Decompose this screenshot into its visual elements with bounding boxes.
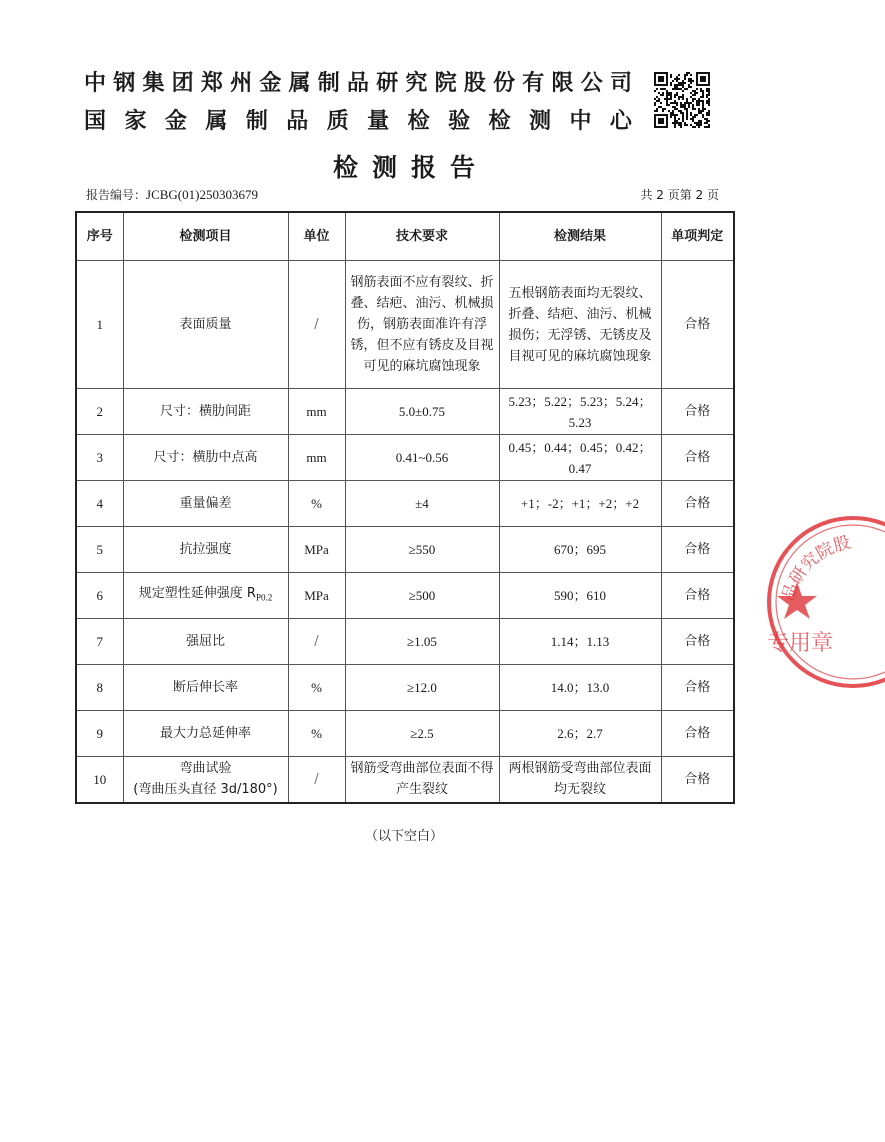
- row-item: 规定塑性延伸强度 $R_{P0.2}$: [123, 573, 288, 619]
- row-unit: %: [288, 481, 345, 527]
- row-no: 3: [76, 435, 123, 481]
- org-char: 研: [376, 71, 399, 96]
- row-requirement: ≥1.05: [345, 619, 499, 665]
- org-char: 团: [171, 71, 194, 96]
- org-char: 有: [522, 71, 545, 96]
- row-unit: mm: [288, 435, 345, 481]
- org-char: 心: [609, 109, 632, 134]
- row-requirement: ±4: [345, 481, 499, 527]
- svg-text:品研究院股: 品研究院股: [778, 532, 853, 604]
- org-char: 制: [245, 109, 268, 134]
- col-header-item: 检测项目: [123, 212, 288, 261]
- row-verdict: 合格: [661, 435, 734, 481]
- row-no: 9: [76, 711, 123, 757]
- official-seal-icon: [765, 512, 885, 692]
- row-result: 670；695: [499, 527, 661, 573]
- org-char: 公: [580, 71, 603, 96]
- row-result: 2.6；2.7: [499, 711, 661, 757]
- row-result: 0.45；0.44；0.45；0.42；0.47: [499, 435, 661, 481]
- table-row: [76, 435, 734, 481]
- org-char: 家: [124, 109, 147, 134]
- table-row: [76, 665, 734, 711]
- row-no: 7: [76, 619, 123, 665]
- org-name-line2: [84, 104, 632, 135]
- row-no: 4: [76, 481, 123, 527]
- table-row: [76, 481, 734, 527]
- row-unit: mm: [288, 389, 345, 435]
- row-item: 重量偏差: [123, 481, 288, 527]
- org-char: 钢: [113, 71, 136, 96]
- row-item: 强屈比: [123, 619, 288, 665]
- svg-text:专用章: 专用章: [767, 631, 834, 656]
- org-char: 金: [164, 109, 187, 134]
- row-result: 5.23；5.22；5.23；5.24；5.23: [499, 389, 661, 435]
- org-char: 州: [230, 71, 253, 96]
- row-result: +1；-2；+1；+2；+2: [499, 481, 661, 527]
- table-row: [76, 261, 734, 389]
- table-row: [76, 573, 734, 619]
- org-char: 集: [142, 71, 165, 96]
- row-verdict: 合格: [661, 261, 734, 389]
- row-requirement: ≥500: [345, 573, 499, 619]
- row-unit: %: [288, 711, 345, 757]
- org-char: 测: [528, 109, 551, 134]
- row-verdict: 合格: [661, 711, 734, 757]
- row-verdict: 合格: [661, 665, 734, 711]
- row-item: 抗拉强度: [123, 527, 288, 573]
- qr-code-icon: [654, 72, 710, 128]
- col-header-verdict: 单项判定: [661, 212, 734, 261]
- table-row: [76, 757, 734, 803]
- col-header-no: 序号: [76, 212, 123, 261]
- row-unit: MPa: [288, 527, 345, 573]
- table-row: [76, 389, 734, 435]
- row-item: 尺寸：横肋中点高: [123, 435, 288, 481]
- row-item: 尺寸：横肋间距: [123, 389, 288, 435]
- row-item: 最大力总延伸率: [123, 711, 288, 757]
- table-row: [76, 619, 734, 665]
- blank-note: （以下空白）: [364, 829, 443, 844]
- report-number-value: JCBG(01)250303679: [146, 187, 258, 202]
- table-row: [76, 527, 734, 573]
- org-char: 郑: [200, 71, 223, 96]
- org-char: 股: [463, 71, 486, 96]
- row-verdict: 合格: [661, 573, 734, 619]
- org-char: 量: [367, 109, 390, 134]
- row-result: 14.0；13.0: [499, 665, 661, 711]
- row-unit: /: [288, 261, 345, 389]
- row-no: 8: [76, 665, 123, 711]
- table-header-row: [76, 212, 734, 261]
- col-header-unit: 单位: [288, 212, 345, 261]
- row-item-detail: (弯曲压头直径 3d/180°): [133, 782, 278, 798]
- org-char: 国: [84, 109, 107, 134]
- row-verdict: 合格: [661, 481, 734, 527]
- row-verdict: 合格: [661, 619, 734, 665]
- row-unit: /: [288, 619, 345, 665]
- org-char: 究: [405, 71, 428, 96]
- org-char: 制: [317, 71, 340, 96]
- row-no: 2: [76, 389, 123, 435]
- row-verdict: 合格: [661, 757, 734, 803]
- row-requirement: 0.41~0.56: [345, 435, 499, 481]
- org-char: 品: [286, 109, 309, 134]
- row-verdict: 合格: [661, 527, 734, 573]
- row-result: 五根钢筋表面均无裂纹、折叠、结疤、油污、机械损伤；无浮锈、无锈皮及目视可见的麻坑腐蚀现象: [499, 261, 661, 389]
- row-requirement: ≥550: [345, 527, 499, 573]
- row-result: 两根钢筋受弯曲部位表面均无裂纹: [499, 757, 661, 803]
- row-no: 5: [76, 527, 123, 573]
- row-requirement: ≥2.5: [345, 711, 499, 757]
- row-no: 6: [76, 573, 123, 619]
- table-row: [76, 711, 734, 757]
- row-unit: %: [288, 665, 345, 711]
- row-result: 590；610: [499, 573, 661, 619]
- row-requirement: ≥12.0: [345, 665, 499, 711]
- org-char: 质: [326, 109, 349, 134]
- row-requirement: 5.0±0.75: [345, 389, 499, 435]
- org-char: 品: [346, 71, 369, 96]
- report-title: 检测报告: [332, 153, 489, 182]
- org-char: 检: [407, 109, 430, 134]
- report-number: 报告编号：JCBG(01)250303679: [86, 187, 258, 202]
- org-char: 中: [84, 71, 107, 96]
- col-header-result: 检测结果: [499, 212, 661, 261]
- row-verdict: 合格: [661, 389, 734, 435]
- org-char: 验: [448, 109, 471, 134]
- row-unit: MPa: [288, 573, 345, 619]
- row-item: 弯曲试验 (弯曲压头直径 3d/180°): [123, 757, 288, 803]
- org-char: 限: [551, 71, 574, 96]
- row-requirement: 钢筋受弯曲部位表面不得产生裂纹: [345, 757, 499, 803]
- row-requirement: 钢筋表面不应有裂纹、折叠、结疤、油污、机械损伤，钢筋表面准许有浮锈，但不应有锈皮及目视可见的麻坑腐蚀现象: [345, 261, 499, 389]
- org-char: 份: [493, 71, 516, 96]
- row-result: 1.14；1.13: [499, 619, 661, 665]
- org-char: 属: [205, 109, 228, 134]
- row-item: 断后伸长率: [123, 665, 288, 711]
- page-info: 共 2 页第 2 页: [640, 188, 719, 202]
- results-table: [75, 211, 735, 804]
- row-no: 1: [76, 261, 123, 389]
- row-unit: /: [288, 757, 345, 803]
- org-char: 金: [259, 71, 282, 96]
- org-char: 院: [434, 71, 457, 96]
- row-item-subscript: P0.2: [255, 592, 273, 603]
- org-char: 司: [609, 71, 632, 96]
- row-item: 表面质量: [123, 261, 288, 389]
- org-char: 检: [488, 109, 511, 134]
- col-header-requirement: 技术要求: [345, 212, 499, 261]
- org-name-line1: [84, 66, 632, 97]
- org-char: 中: [569, 109, 592, 134]
- row-no: 10: [76, 757, 123, 803]
- org-char: 属: [288, 71, 311, 96]
